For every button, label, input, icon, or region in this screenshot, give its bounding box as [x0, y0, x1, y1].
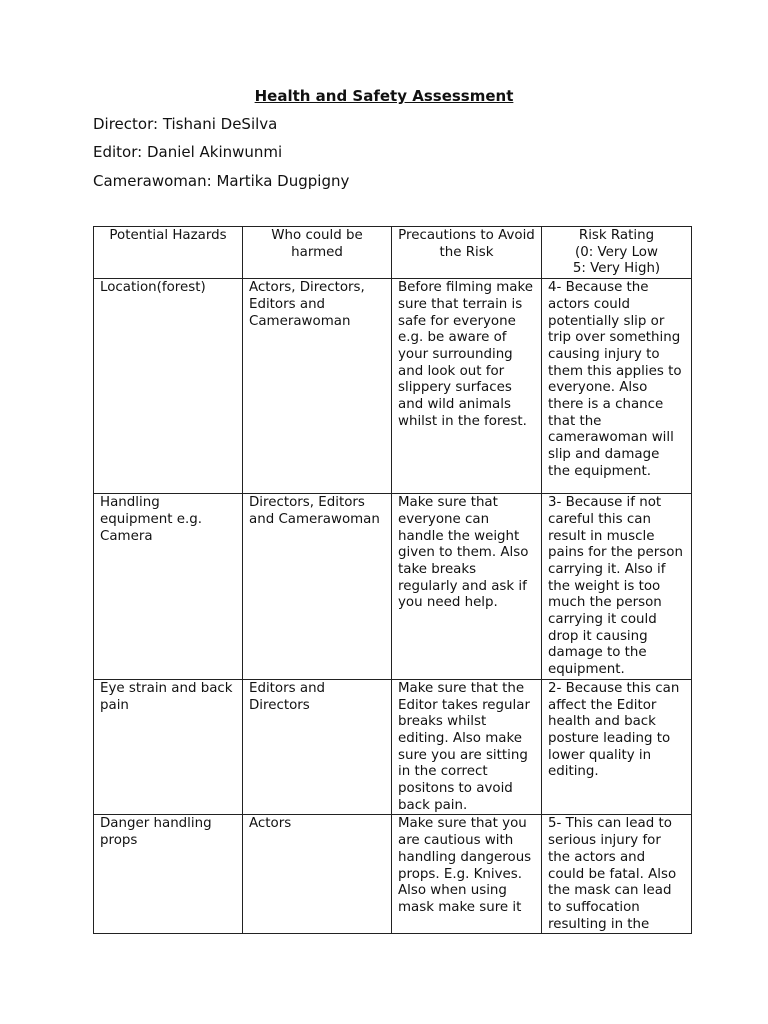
header-risk-rating: Risk Rating (0: Very Low 5: Very High): [542, 227, 692, 279]
hazard-cell: Handling equipment e.g. Camera: [94, 494, 243, 680]
risk-cell: 4- Because the actors could potentially slip or trip over something causing injury to them this applies to everyone. Also there is a chance that the camerawoman will slip and damage the equipment.: [542, 279, 692, 494]
who-cell: Actors: [243, 815, 392, 934]
precautions-cell: Make sure that you are cautious with handling dangerous props. E.g. Knives. Also when using mask make sure it: [392, 815, 542, 934]
precautions-cell: Before filming make sure that terrain is safe for everyone e.g. be aware of your surrounding and look out for slippery surfaces and wild animals whilst in the forest.: [392, 279, 542, 494]
table-header-row: [94, 227, 692, 279]
risk-cell: 2- Because this can affect the Editor health and back posture leading to lower quality in editing.: [542, 679, 692, 815]
header-who-could-be-harmed: Who could be harmed: [243, 227, 392, 279]
header-precautions: Precautions to Avoid the Risk: [392, 227, 542, 279]
who-cell: Actors, Directors, Editors and Camerawoman: [243, 279, 392, 494]
precautions-cell: Make sure that the Editor takes regular breaks whilst editing. Also make sure you are sitting in the correct positons to avoid back pain.: [392, 679, 542, 815]
hazard-cell: Location(forest): [94, 279, 243, 494]
editor-line: Editor: Daniel Akinwunmi: [93, 143, 283, 161]
table-row: [94, 815, 692, 934]
header-potential-hazards: Potential Hazards: [94, 227, 243, 279]
risk-cell: 3- Because if not careful this can result in muscle pains for the person carrying it. Also if the weight is too much the person carrying it could drop it causing damage to the equipment.: [542, 494, 692, 680]
precautions-cell: Make sure that everyone can handle the weight given to them. Also take breaks regularly and ask if you need help.: [392, 494, 542, 680]
hazard-assessment-table: [93, 226, 692, 934]
who-cell: Editors and Directors: [243, 679, 392, 815]
hazard-cell: Eye strain and back pain: [94, 679, 243, 815]
director-line: Director: Tishani DeSilva: [93, 115, 278, 133]
camerawoman-line: Camerawoman: Martika Dugpigny: [93, 172, 350, 190]
table-row: [94, 679, 692, 815]
document-title: Health and Safety Assessment: [254, 87, 514, 105]
risk-cell: 5- This can lead to serious injury for the actors and could be fatal. Also the mask can lead to suffocation resulting in the: [542, 815, 692, 934]
who-cell: Directors, Editors and Camerawoman: [243, 494, 392, 680]
hazard-cell: Danger handling props: [94, 815, 243, 934]
table-row: [94, 279, 692, 494]
table-row: [94, 494, 692, 680]
